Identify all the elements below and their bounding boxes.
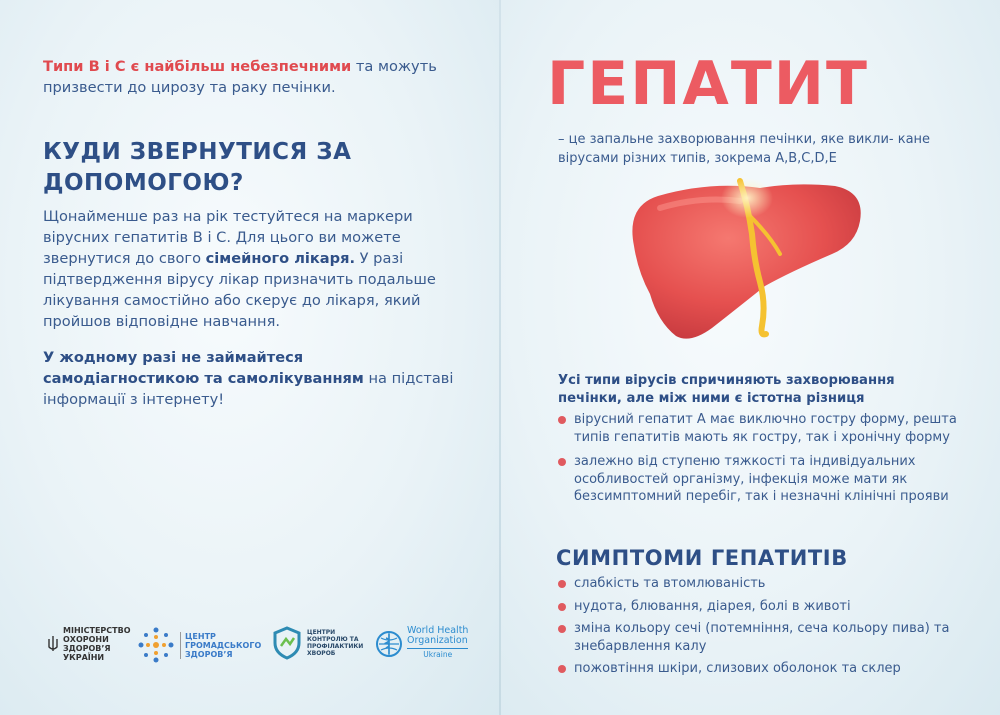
list-item (558, 598, 978, 616)
who-text-group (407, 626, 468, 661)
bullet-icon (558, 603, 566, 611)
list-item-text: зміна кольору сечі (потемніння, сеча кольору пива) та знебарвлення калу (574, 621, 950, 654)
list-item (558, 453, 978, 506)
who-line-3: Ukraine (407, 648, 468, 661)
bullet-icon (558, 625, 566, 633)
testing-paragraph (43, 206, 463, 332)
list-item-text: залежно від ступеню тяжкості та індивідуальних особливостей організму, інфекція може мати як безсимптомний перебіг, так і незначні клінічні прояви (574, 454, 949, 504)
intro-rest: та можуть призвести до цирозу та раку печінки. (43, 58, 437, 96)
symptoms-heading: СИМПТОМИ ГЕПАТИТІВ (556, 546, 848, 570)
list-item-text: вірусний гепатит А має виключно гостру форму, решта типів гепатитів мають як гостру, так і хронічну форму (574, 412, 957, 445)
who-emblem-icon (374, 629, 404, 659)
list-item-text: слабкість та втомлюваність (574, 576, 766, 591)
intro-text (43, 56, 473, 98)
ministry-logo (48, 626, 131, 662)
testing-text-2: У разі підтвердження вірусу лікар призначить подальше лікування самостійно або скерує до лікаря, який пройшов відповідне навчання. (43, 250, 436, 330)
list-item (558, 620, 978, 655)
ministry-logo-text: МІНІСТЕРСТВО ОХОРОНИ ЗДОРОВ’Я УКРАЇНИ (63, 626, 131, 662)
shield-icon (272, 626, 302, 660)
who-logo (374, 626, 480, 661)
public-health-center-text: ЦЕНТР ГРОМАДСЬКОГО ЗДОРОВ’Я (180, 632, 240, 659)
list-item (558, 660, 978, 678)
cdc-logo-text: ЦЕНТРИ КОНТРОЛЮ ТА ПРОФІЛАКТИКИ ХВОРОБ (307, 629, 364, 657)
bullet-icon (558, 580, 566, 588)
public-health-center-icon (137, 626, 175, 664)
warning-bold: У жодному разі не займайтеся самодіагностикою та самолікуванням (43, 349, 364, 387)
bullet-icon (558, 458, 566, 466)
testing-text-1: Щонайменше раз на рік тестуйтеся на маркери вірусних гепатитів В і С. Для цього ви можете звернутися до свого (43, 208, 413, 267)
list-item (558, 575, 978, 593)
warning-paragraph (43, 347, 463, 410)
who-line-2: Organization (407, 635, 468, 646)
cdc-logo (272, 626, 372, 660)
page-title: ГЕПАТИТ (547, 49, 869, 119)
list-item-text: пожовтіння шкіри, слизових оболонок та склер (574, 661, 901, 676)
warning-rest: на підставі інформації з інтернету! (43, 370, 454, 408)
symptoms-list (558, 575, 978, 683)
list-item-text: нудота, блювання, діарея, болі в животі (574, 598, 851, 614)
trident-icon (48, 635, 58, 653)
page-fold (499, 0, 501, 715)
who-line-1: World Health (407, 625, 469, 636)
where-to-go-heading: КУДИ ЗВЕРНУТИСЯ ЗА ДОПОМОГОЮ? (43, 139, 352, 196)
bullet-icon (558, 416, 566, 424)
bullet-icon (558, 665, 566, 673)
liver-illustration (620, 176, 868, 346)
definition-text: – це запальне захворювання печінки, яке викли- кане вірусами різних типів, зокрема А,В,С,D,Е (558, 132, 931, 166)
virus-types-heading: Усі типи вірусів спричиняють захворювання печінки, але між ними є істотна різниця (558, 373, 895, 406)
partner-logos (40, 626, 480, 676)
public-health-center-logo (137, 626, 262, 664)
family-doctor-text: сімейного лікаря. (205, 250, 356, 267)
list-item (558, 411, 978, 446)
intro-highlight: Типи В і С є найбільш небезпечними (43, 58, 352, 75)
virus-types-list (558, 411, 978, 513)
